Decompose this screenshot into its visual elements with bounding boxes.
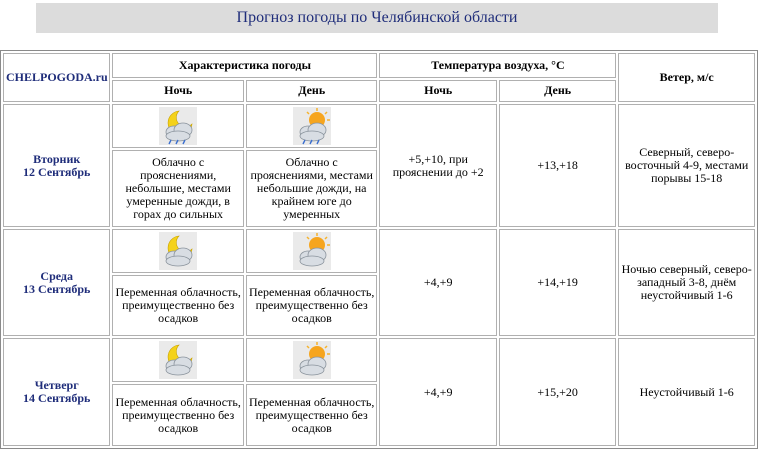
night-description: Переменная облачность, преимущественно без осадков: [112, 275, 244, 336]
sun-cloud-rain-icon: [293, 107, 331, 145]
day-icon-cell: [246, 104, 378, 148]
temp-night: +4,+9: [379, 229, 496, 336]
weekday: Четверг: [34, 378, 79, 393]
day-label-cell: [3, 104, 110, 227]
temp-night: +5,+10, при прояснении до +2: [379, 104, 496, 227]
night-header: Ночь: [112, 80, 244, 103]
moon-cloud-rain-icon: [159, 107, 197, 145]
night-icon-cell: [112, 338, 244, 382]
night-icon-cell: [112, 229, 244, 273]
table-row: [3, 338, 755, 382]
sun-cloud-icon: [293, 232, 331, 270]
temp-day: +15,+20: [499, 338, 616, 446]
temp-night: +4,+9: [379, 338, 496, 446]
day-description: Переменная облачность, преимущественно без осадков: [246, 275, 378, 336]
temp-day: +13,+18: [499, 104, 616, 227]
table-row: [3, 229, 755, 273]
temperature-header: Температура воздуха, °С: [379, 53, 616, 78]
day-icon-cell: [246, 338, 378, 382]
date: 13 Сентябрь: [23, 281, 91, 296]
day-label-cell: [3, 229, 110, 336]
weekday: Вторник: [33, 151, 81, 166]
night-icon-cell: [112, 104, 244, 148]
temp-night-header: Ночь: [379, 80, 496, 103]
date: 12 Сентябрь: [23, 164, 91, 179]
day-icon-cell: [246, 229, 378, 273]
day-description: Переменная облачность, преимущественно без осадков: [246, 384, 378, 446]
wind-value: Северный, северо-восточный 4-9, местами порывы 15-18: [618, 104, 755, 227]
day-description: Облачно с прояснениями, местами небольшие дожди, на крайнем юге до умеренных: [246, 150, 378, 227]
night-description: Переменная облачность, преимущественно без осадков: [112, 384, 244, 446]
date: 14 Сентябрь: [23, 391, 91, 406]
day-header: День: [246, 80, 378, 103]
day-label-cell: [3, 338, 110, 446]
table-row: [3, 104, 755, 148]
brand-cell: CHELPOGODA.ru: [3, 53, 110, 102]
wind-value: Ночью северный, северо-западный 3-8, днём неустойчивый 1-6: [618, 229, 755, 336]
moon-cloud-icon: [159, 341, 197, 379]
forecast-table: [0, 50, 758, 449]
temp-day-header: День: [499, 80, 616, 103]
weather-char-header: Характеристика погоды: [112, 53, 377, 78]
page-title: Прогноз погоды по Челябинской области: [36, 3, 718, 33]
temp-day: +14,+19: [499, 229, 616, 336]
moon-cloud-icon: [159, 232, 197, 270]
night-description: Облачно с прояснениями, небольшие, местами умеренные дожди, в горах до сильных: [112, 150, 244, 227]
wind-value: Неустойчивый 1-6: [618, 338, 755, 446]
weekday: Среда: [40, 268, 73, 283]
wind-header: Ветер, м/с: [618, 53, 755, 102]
sun-cloud-icon: [293, 341, 331, 379]
